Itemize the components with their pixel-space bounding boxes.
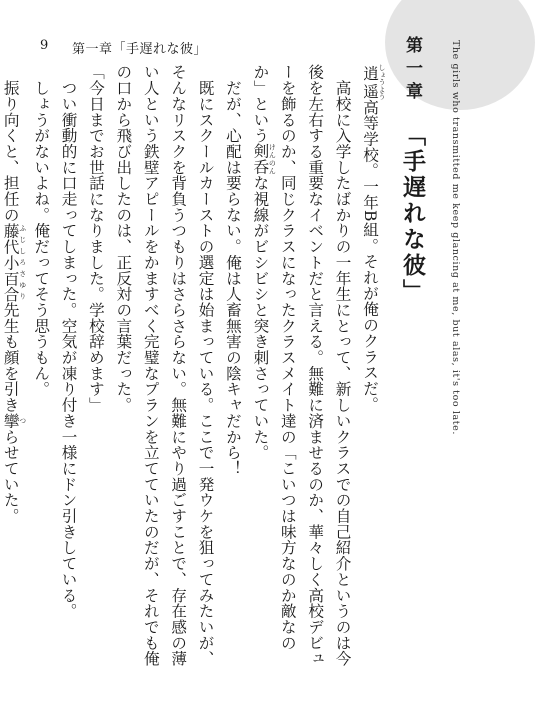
body-text (1, 64, 386, 674)
ruby-annotation: 攣 つ (1, 412, 27, 429)
ruby-annotation: 剣呑 けんのん (251, 143, 277, 175)
chapter-title: 「手遅れな彼」 (399, 122, 425, 305)
ruby-annotation: 藤代小百合 ふじしろさゆり (1, 222, 27, 302)
paragraph (82, 64, 109, 674)
paragraph (0, 64, 27, 674)
page-number: 9 (40, 38, 49, 53)
paragraph-text: 高等学校。一年B組。それが俺のクラスだ。 (361, 99, 379, 412)
paragraph-text: 既にスクールカーストの選定は始まっている。ここで一発ウケを狙ってみたいが、そんなリスクを背負うつもりはさらさらない。無難にやり過ごすことで、存在感の薄い人という鉄壁アピールをかますべく完璧なプランを立てていたのだが、それでも俺の口から飛び出したのは、正反対の言葉だった。 (114, 64, 215, 667)
paragraph-text: 高校に入学したばかりの一年生にとって、新しいクラスでの自己紹介というのは今後を左右する重要なイベントだと言える。無難に済ませるのか、華々しく高校デビューを飾るのか、同じクラスになったクラスメイト達の「こいつは味方なのか敵なのか」という (251, 64, 352, 667)
running-head: 第一章「手遅れな彼」 (72, 42, 208, 57)
chapter-heading (396, 36, 429, 305)
paragraph-text: な視線がビシビシと突き刺さっていた。 (251, 174, 270, 461)
paragraph (27, 64, 54, 674)
paragraph (356, 64, 386, 674)
ruby-annotation: 逍遥 しょうよう (361, 64, 386, 101)
paragraph (109, 64, 219, 674)
paragraph-text: 「今日までお世話になりました。学校辞めます」 (86, 64, 105, 413)
paragraph-text: 振り向くと、担任の (1, 64, 20, 223)
english-title: The girls who transmitted me keep glancing at me, but alas, it's too late. (450, 40, 461, 436)
paragraph-text: しょうがないよね。俺だってそう思うもん。 (32, 64, 51, 397)
paragraph-text: つい衝動的に口走ってしまった。空気が凍り付き一様にドン引きしている。 (59, 64, 78, 619)
paragraph (219, 64, 246, 674)
paragraph-text: 先生も顔を引き (1, 301, 20, 413)
paragraph-text: らせていた。 (1, 428, 20, 524)
paragraph-text: だが、心配は要らない。俺は人畜無害の陰キャだから！ (223, 64, 242, 477)
paragraph (246, 64, 356, 674)
chapter-label: 第一章 (402, 36, 422, 105)
paragraph (54, 64, 81, 674)
